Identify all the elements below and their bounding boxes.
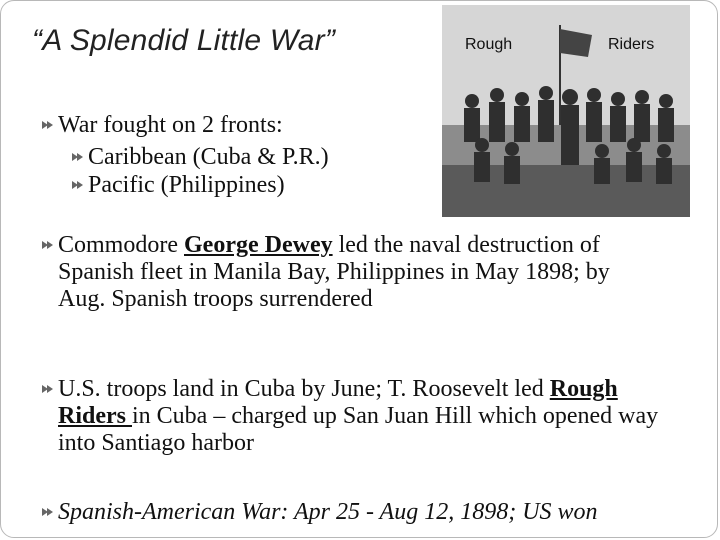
george-dewey-term: George Dewey xyxy=(184,232,333,258)
bullet-war-fronts: War fought on 2 fronts: xyxy=(58,112,283,138)
bullet-rough-riders-suffix: in Cuba – charged up San Juan Hill which opened way into Santiago harbor xyxy=(58,403,659,456)
bullet-dewey-prefix: Commodore xyxy=(58,232,184,258)
bullet-dewey-suffix: led the naval destruction of Spanish fleet in Manila Bay, Philippines in May 1898; by Aug. Spanish troops surrendered xyxy=(58,232,610,312)
bullet-arrow-icon xyxy=(40,381,56,397)
bullet-dewey xyxy=(58,232,648,313)
bullet-arrow-icon xyxy=(40,237,56,253)
slide-title: “A Splendid Little War” xyxy=(32,24,336,57)
photo-caption-rough: Rough xyxy=(465,36,513,53)
sub-bullet-caribbean: Caribbean (Cuba & P.R.) xyxy=(88,144,329,170)
sub-bullet-pacific: Pacific (Philippines) xyxy=(88,172,285,198)
bullet-arrow-icon xyxy=(40,117,56,133)
sub-bullet-arrow-icon xyxy=(70,177,86,193)
photo-caption-riders: Riders xyxy=(608,36,655,53)
bullet-rough-riders xyxy=(58,376,678,457)
bullet-war-dates: Spanish-American War: Apr 25 - Aug 12, 1898; US won xyxy=(58,499,598,525)
bullet-rough-riders-prefix: U.S. troops land in Cuba by June; T. Roosevelt led xyxy=(58,376,550,402)
sub-bullet-arrow-icon xyxy=(70,149,86,165)
bullet-arrow-icon xyxy=(40,504,56,520)
rough-riders-term: Rough Riders xyxy=(58,376,618,429)
